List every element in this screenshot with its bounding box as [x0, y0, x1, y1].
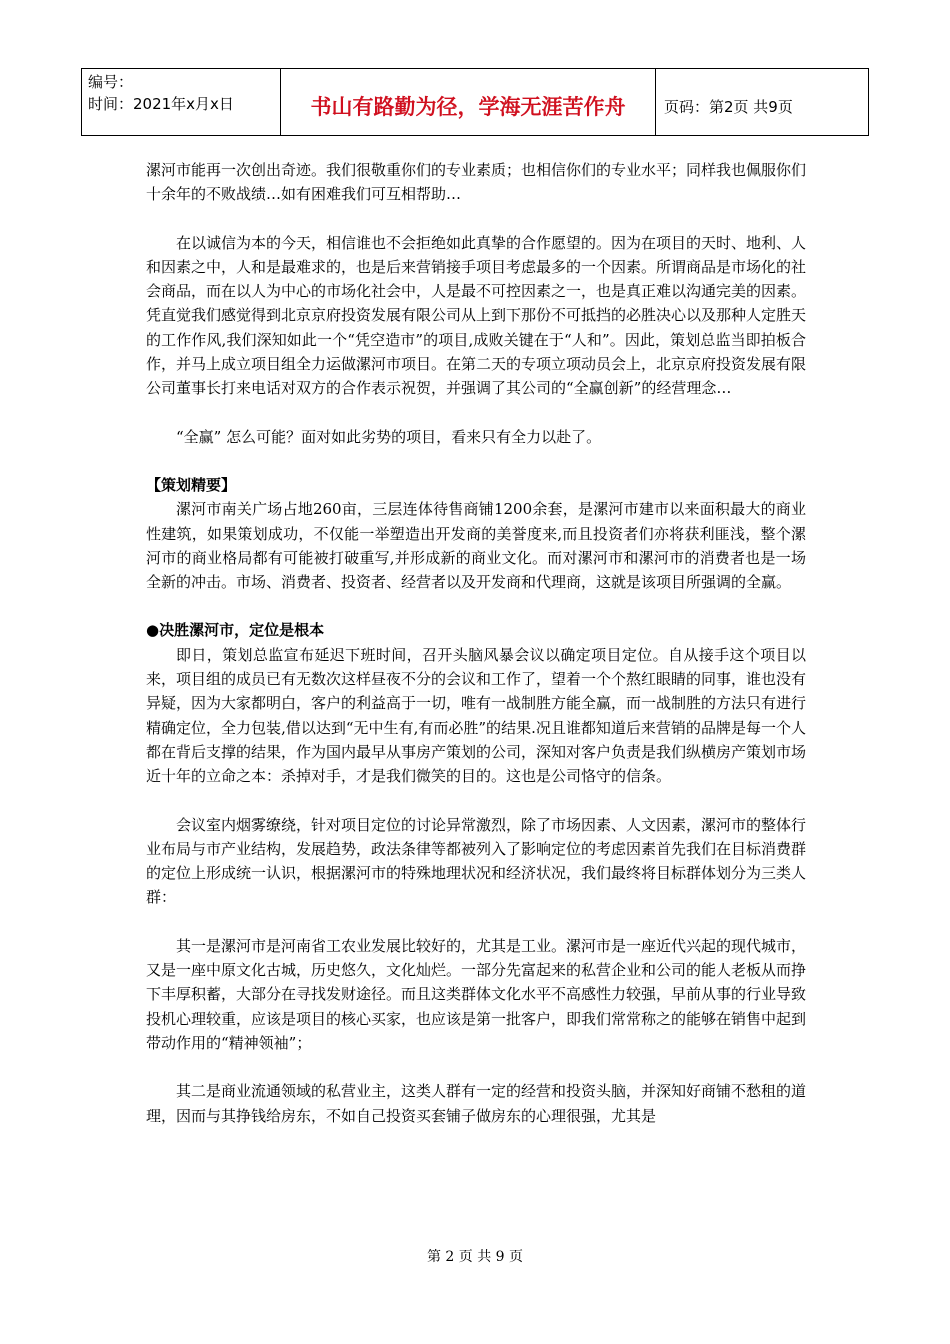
- document-body: [146, 158, 806, 1128]
- header-motto: 书山有路勤为径，学海无涯苦作舟: [281, 69, 656, 135]
- page-footer: 第 2 页 共 9 页: [426, 1249, 524, 1265]
- paragraph-4: 漯河市南关广场占地260亩，三层连体待售商铺1200余套，是漯河市建市以来面积最大的商业性建筑，如果策划成功，不仅能一举塑造出开发商的美誉度来,而且投资者们亦将获利匪浅，整个漯河市的商业格局都有可能被打破重写,并形成新的商业文化。而对漯河市和漯河市的消费者也是一场全新的冲击。市场、消费者、投资者、经营者以及开发商和代理商，这就是该项目所强调的全赢。: [146, 500, 806, 592]
- section-heading-positioning: ●决胜漯河市，定位是根本: [146, 621, 325, 640]
- paragraph-2: 在以诚信为本的今天，相信谁也不会拒绝如此真挚的合作愿望的。因为在项目的天时、地利、人和因素之中，人和是最难求的，也是后来营销接手项目考虑最多的一个因素。所谓商品是市场化的社会商品，而在以人为中心的市场化社会中，人是最不可控因素之一，也是真正难以沟通完美的因素。凭直觉我们感觉得到北京京府投资发展有限公司从上到下那份不可抵挡的必胜决心以及那种人定胜天的工作作风,我们深知如此一个“凭空造市”的项目,成败关键在于“人和”。因此，策划总监当即拍板合作，并马上成立项目组全力运做漯河市项目。在第二天的专项立项动员会上，北京京府投资发展有限公司董事长打来电话对双方的合作表示祝贺，并强调了其公司的“全赢创新”的经营理念…: [146, 233, 807, 398]
- paragraph-7: 其一是漯河市是河南省工农业发展比较好的，尤其是工业。漯河市是一座近代兴起的现代城市，又是一座中原文化古城，历史悠久，文化灿烂。一部分先富起来的私营企业和公司的能人老板从而挣下丰厚积蓄，大部分在寻找发财途径。而且这类群体文化水平不高感性力较强，早前从事的行业导致投机心理较重，应该是项目的核心买家，也应该是第一批客户，即我们常常称之的能够在销售中起到带动作用的“精神领袖”；: [146, 936, 807, 1052]
- paragraph-8: 其二是商业流通领域的私营业主，这类人群有一定的经营和投资头脑，并深知好商铺不愁租的道理，因而与其挣钱给房东，不如自己投资买套铺子做房东的心理很强，尤其是: [146, 1082, 807, 1125]
- paragraph-1: 漯河市能再一次创出奇迹。我们很敬重你们的专业素质；也相信你们的专业水平；同样我也佩服你们十余年的不败战绩…如有困难我们可互相帮助…: [146, 161, 807, 204]
- time-label: 时间：2021年x月x日: [88, 95, 234, 113]
- section-heading-plan: 【策划精要】: [146, 475, 237, 494]
- header-page-info: 页码：第2页 共9页: [664, 97, 793, 116]
- number-label: 编号：: [88, 73, 134, 91]
- paragraph-6: 会议室内烟雾缭绕，针对项目定位的讨论异常激烈，除了市场因素、人文因素，漯河市的整体行业布局与市产业结构，发展趋势，政法条律等都被列入了影响定位的考虑因素首先我们在目标消费群的定位上形成统一认识，根据漯河市的特殊地理状况和经济状况，我们最终将目标群体划分为三类人群：: [146, 815, 807, 907]
- paragraph-3: “全赢” 怎么可能？面对如此劣势的项目，看来只有全力以赴了。: [176, 427, 602, 446]
- paragraph-5: 即日，策划总监宣布延迟下班时间，召开头脑风暴会议以确定项目定位。自从接手这个项目以来，项目组的成员已有无数次这样昼夜不分的会议和工作了，望着一个个熬红眼睛的同事，谁也没有异疑，因为大家都明白，客户的利益高于一切，唯有一战制胜方能全赢，而一战制胜的方法只有进行精确定位，全力包装,借以达到“无中生有,有而必胜”的结果.况且谁都知道后来营销的品牌是每一个人都在背后支撑的结果，作为国内最早从事房产策划的公司，深知对客户负责是我们纵横房产策划市场近十年的立命之本：杀掉对手，才是我们微笑的目的。这也是公司恪守的信条。: [146, 645, 807, 786]
- header-table: [81, 68, 869, 136]
- header-left-cell: [82, 69, 281, 135]
